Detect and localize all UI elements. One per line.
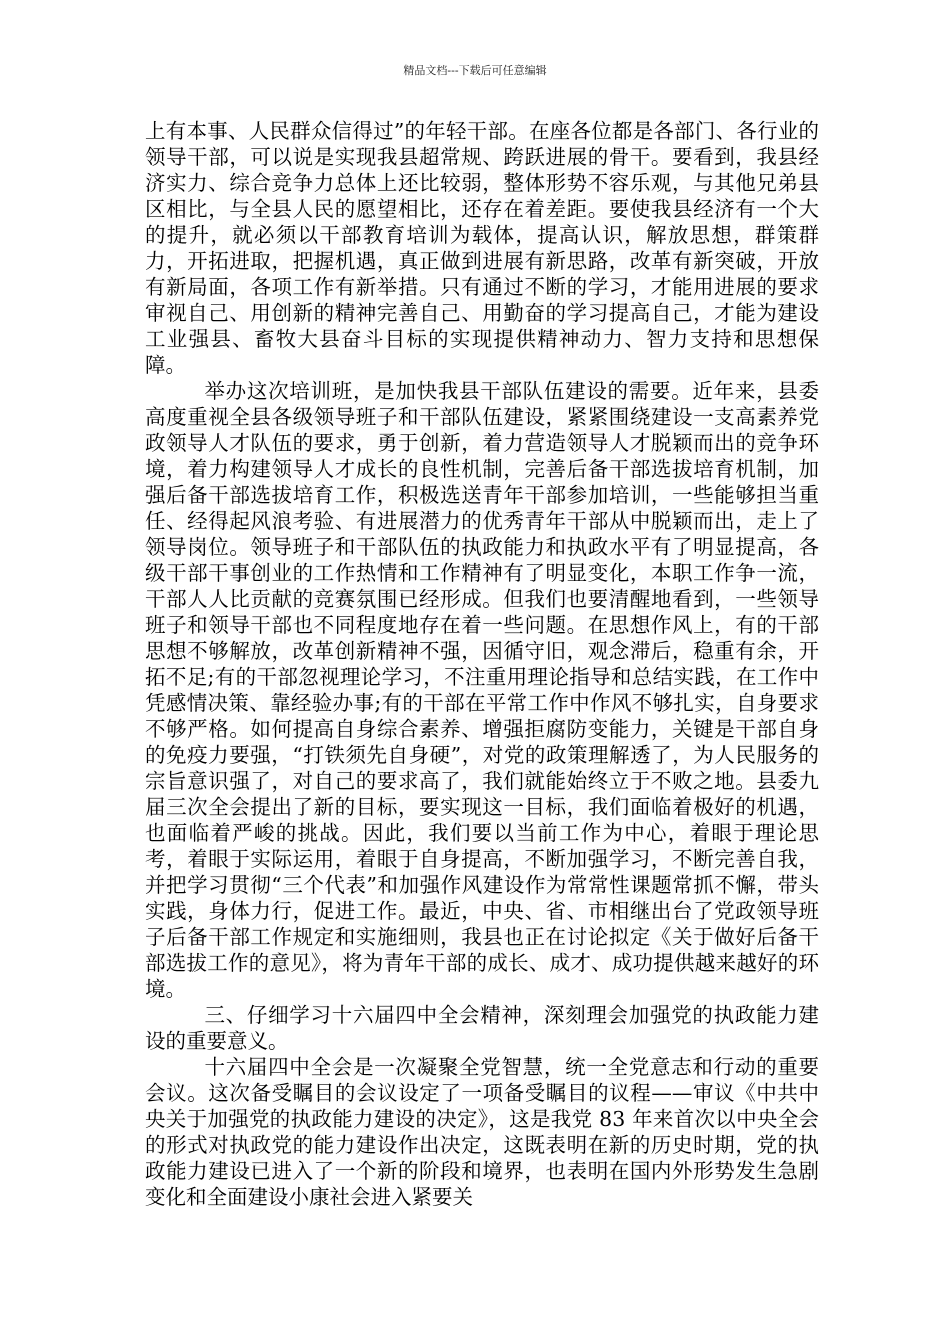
- section-heading-3: 三、仔细学习十六届四中全会精神，深刻理会加强党的执政能力建设的重要意义。: [145, 1003, 819, 1053]
- paragraph-2: 举办这次培训班，是加快我县干部队伍建设的需要。近年来，县委高度重视全县各级领导班子和干部队伍建设，紧紧围绕建设一支高素养党政领导人才队伍的要求，勇于创新，着力营造领导人才脱颖而出的竞争环境，着力构建领导人才成长的良性机制，完善后备干部选拔培育机制，加强后备干部选拔培育工作，积极选送青年干部参加培训，一些能够担当重任、经得起风浪考验、有进展潜力的优秀青年干部从中脱颖而出，走上了领导岗位。领导班子和干部队伍的执政能力和执政水平有了明显提高，各级干部干事创业的工作热情和工作精神有了明显变化，本职工作争一流，干部人人比贡献的竞赛氛围已经形成。但我们也要清醒地看到，一些领导班子和领导干部也不同程度地存在着一些问题。在思想作风上，有的干部思想不够解放，改革创新精神不强，因循守旧，观念滞后，稳重有余，开拓不足;有的干部忽视理论学习，不注重用理论指导和总结实践，在工作中凭感情决策、靠经验办事;有的干部在平常工作中作风不够扎实，自身要求不够严格。如何提高自身综合素养、增强拒腐防变能力，关键是干部自身的免疫力要强，“打铁须先自身硬”，对党的政策理解透了，为人民服务的宗旨意识强了，对自己的要求高了，我们就能始终立于不败之地。县委九届三次全会提出了新的目标，要实现这一目标，我们面临着极好的机遇，也面临着严峻的挑战。因此，我们要以当前工作为中心，着眼于理论思考，着眼于实际运用，着眼于自身提高，不断加强学习，不断完善自我，并把学习贯彻“三个代表”和加强作风建设作为常常性课题常抓不懈，带头实践，身体力行，促进工作。最近，中央、省、市相继出台了党政领导班子后备干部工作规定和实施细则，我县也正在讨论拟定《关于做好后备干部选拔工作的意见》，将为青年干部的成长、成才、成功提供越来越好的环境。: [145, 379, 819, 1001]
- paragraph-4: 十六届四中全会是一次凝聚全党智慧，统一全党意志和行动的重要会议。这次备受瞩目的会议设定了一项备受瞩目的议程——审议《中共中央关于加强党的执政能力建设的决定》，这是我党 83 年来首次以中央全会的形式对执政党的能力建设作出决定，这既表明在新的历史时期，党的执政能力建设已进入了一个新的阶段和境界，也表明在国内外形势发生急剧变化和全面建设小康社会进入紧要关: [145, 1055, 819, 1209]
- document-body: [145, 118, 819, 1210]
- paragraph-1: 上有本事、人民群众信得过”的年轻干部。在座各位都是各部门、各行业的领导干部，可以说是实现我县超常规、跨跃进展的骨干。要看到，我县经济实力、综合竞争力总体上还比较弱，整体形势不容乐观，与其他兄弟县区相比，与全县人民的愿望相比，还存在着差距。要使我县经济有一个大的提升，就必须以干部教育培训为载体，提高认识，解放思想，群策群力，开拓进取，把握机遇，真正做到进展有新思路，改革有新突破，开放有新局面，各项工作有新举措。只有通过不断的学习，才能用进展的要求审视自己、用创新的精神完善自己、用勤奋的学习提高自己，才能为建设工业强县、畜牧大县奋斗目标的实现提供精神动力、智力支持和思想保障。: [145, 119, 819, 377]
- page-header: 精品文档---下载后可任意编辑: [403, 64, 547, 77]
